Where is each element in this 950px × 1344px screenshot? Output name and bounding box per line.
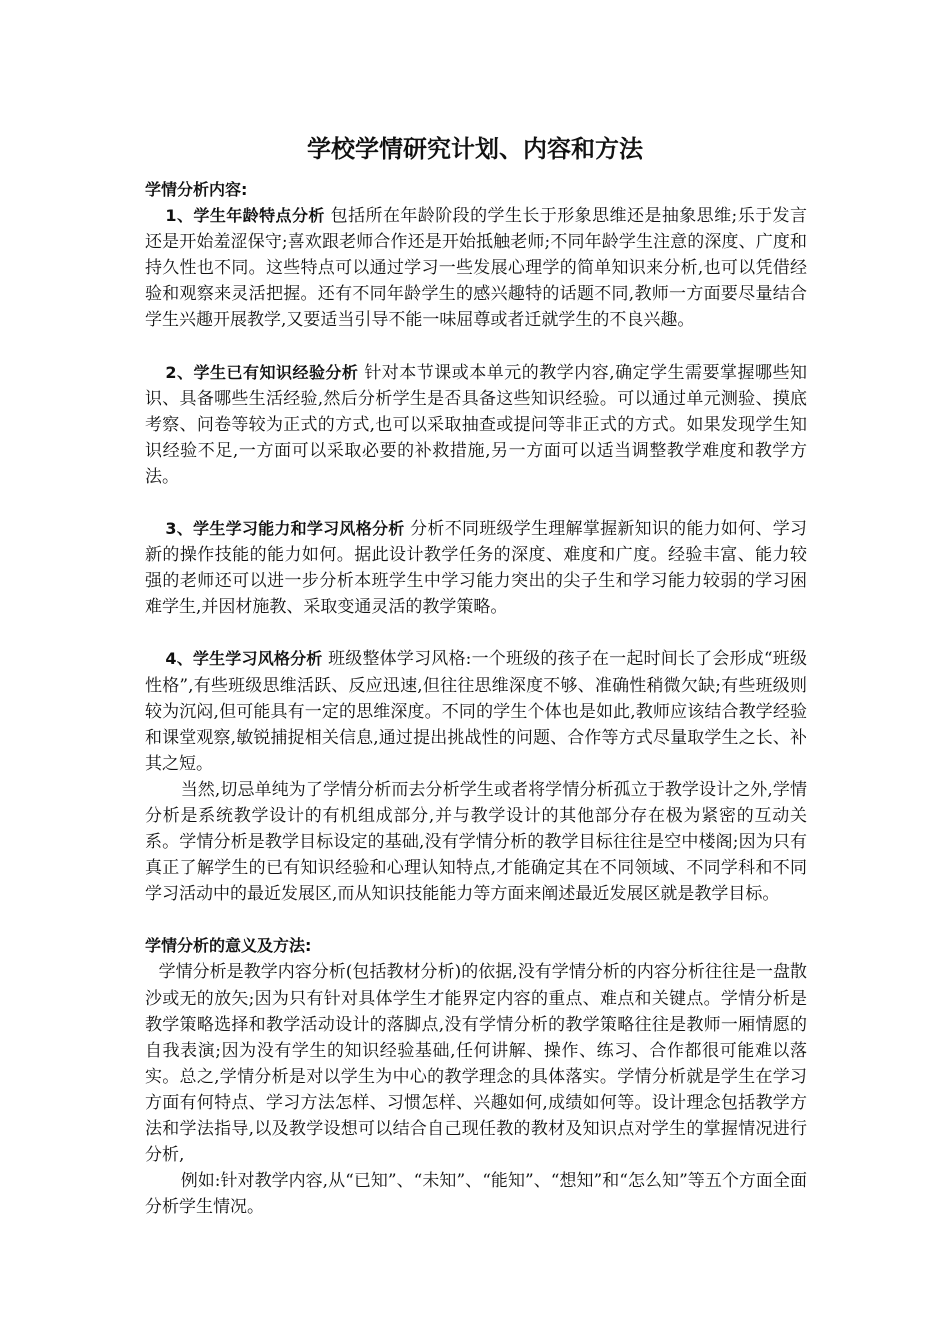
paragraph-age-characteristics bbox=[145, 203, 807, 333]
paragraph-spacer bbox=[145, 620, 807, 646]
paragraph-spacer bbox=[145, 334, 807, 360]
paragraph-lead: 4、学生学习风格分析 bbox=[165, 649, 323, 669]
paragraph-lead: 2、学生已有知识经验分析 bbox=[165, 362, 359, 382]
paragraph-lead: 3、学生学习能力和学习风格分析 bbox=[165, 519, 405, 539]
paragraph-learning-ability bbox=[145, 516, 807, 620]
paragraph-prior-knowledge bbox=[145, 360, 807, 490]
paragraph-closing: 当然,切忌单纯为了学情分析而去分析学生或者将学情分析孤立于教学设计之外,学情分析是系统教学设计的有机组成部分,并与教学设计的其他部分存在极为紧密的互动关系。学情分析是教学目标设定的基础,没有学情分析的教学目标往往是空中楼阁;因为只有真正了解学生的已有知识经验和心理认知特点,才能确定其在不同领域、不同学科和不同学习活动中的最近发展区,而从知识技能能力等方面来阐述最近发展区就是教学目标。 bbox=[145, 779, 807, 905]
paragraph-example: 例如:针对教学内容,从“已知”、“未知”、“能知”、“想知”和“怎么知”等五个方面全面分析学生情况。 bbox=[145, 1171, 807, 1218]
paragraph-lead: 1、学生年龄特点分析 bbox=[165, 206, 325, 226]
paragraph-text: 分析不同班级学生理解掌握新知识的能力如何、学习新的操作技能的能力如何。据此设计教学任务的深度、难度和广度。经验丰富、能力较强的老师还可以进一步分析本班学生中学习能力突出的尖子生和学习能力较弱的学习困难学生,并因材施教、采取变通灵活的教学策略。 bbox=[145, 519, 807, 618]
section-spacer bbox=[145, 907, 807, 933]
paragraph-text: 针对本节课或本单元的教学内容,确定学生需要掌握哪些知识、具备哪些生活经验,然后分析学生是否具备这些知识经验。可以通过单元测验、摸底考察、问卷等较为正式的方式,也可以采取抽查或提问等非正式的方式。如果发现学生知识经验不足,一方面可以采取必要的补救措施,另一方面可以适当调整教学难度和教学方法。 bbox=[145, 362, 807, 487]
document-title: 学校学情研究计划、内容和方法 bbox=[307, 135, 643, 163]
paragraph-spacer bbox=[145, 490, 807, 516]
document-body bbox=[145, 177, 807, 1220]
paragraph-significance: 学情分析是教学内容分析(包括教材分析)的依据,没有学情分析的内容分析往往是一盘散沙或无的放矢;因为只有针对具体学生才能界定内容的重点、难点和关键点。学情分析是教学策略选择和教学活动设计的落脚点,没有学情分析的教学策略往往是教师一厢情愿的自我表演;因为没有学生的知识经验基础,任何讲解、操作、练习、合作都很可能难以落实。总之,学情分析是对以学生为中心的教学理念的具体落实。学情分析就是学生在学习方面有何特点、学习方法怎样、习惯怎样、兴趣如何,成绩如何等。设计理念包括教学方法和学法指导,以及教学设想可以结合自己现任教的教材及知识点对学生的掌握情况进行分析, bbox=[145, 962, 807, 1166]
section-heading-analysis-content: 学情分析内容: bbox=[145, 180, 248, 199]
paragraph-learning-style bbox=[145, 646, 807, 776]
section-heading-significance-methods: 学情分析的意义及方法: bbox=[145, 936, 312, 956]
paragraph-text: 班级整体学习风格:一个班级的孩子在一起时间长了会形成“班级性格”,有些班级思维活跃、反应迅速,但往往思维深度不够、准确性稍微欠缺;有些班级则较为沉闷,但可能具有一定的思维深度。不同的学生个体也是如此,教师应该结合教学经验和课堂观察,敏锐捕捉相关信息,通过提出挑战性的问题、合作等方式尽量取学生之长、补其之短。 bbox=[145, 649, 807, 774]
paragraph-text: 包括所在年龄阶段的学生长于形象思维还是抽象思维;乐于发言还是开始羞涩保守;喜欢跟老师合作还是开始抵触老师;不同年龄学生注意的深度、广度和持久性也不同。这些特点可以通过学习一些发展心理学的简单知识来分析,也可以凭借经验和观察来灵活把握。还有不同年龄学生的感兴趣特的话题不同,教师一方面要尽量结合学生兴趣开展教学,又要适当引导不能一味屈尊或者迁就学生的不良兴趣。 bbox=[145, 206, 807, 331]
